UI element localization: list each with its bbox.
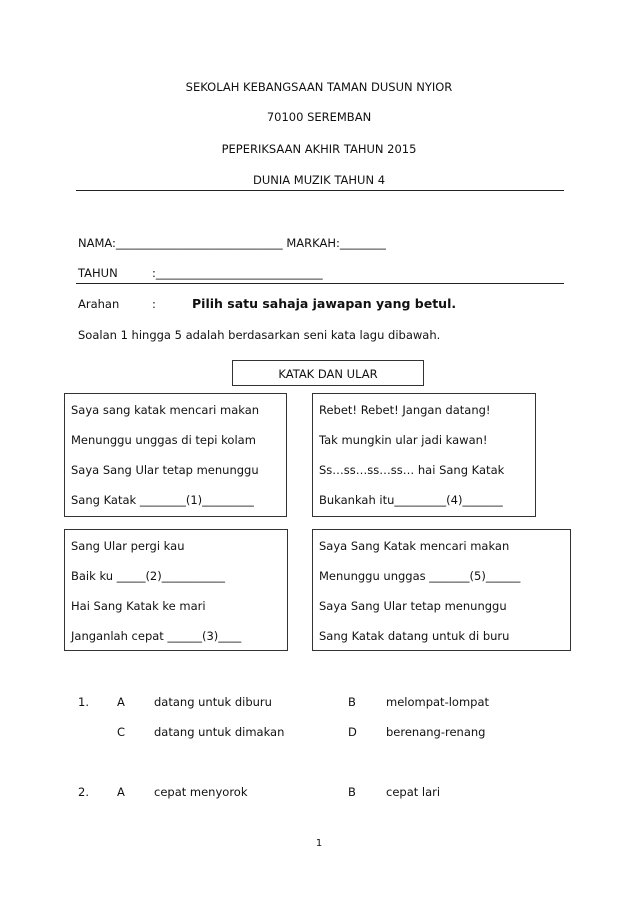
page-number: 1 (315, 838, 323, 849)
year-label: TAHUN (78, 266, 118, 280)
verse-line: Janganlah cepat ______(3)____ (71, 629, 242, 643)
option-text[interactable]: datang untuk diburu (154, 695, 272, 709)
verse-line: Sang Katak datang untuk di buru (319, 629, 510, 643)
option-text[interactable]: cepat lari (386, 785, 441, 799)
school-address: 70100 SEREMBAN (266, 110, 372, 124)
subject-title: DUNIA MUZIK TAHUN 4 (252, 173, 386, 187)
instruction-label: Arahan (78, 297, 120, 311)
option-text[interactable]: datang untuk dimakan (154, 725, 285, 739)
option-text[interactable]: melompat-lompat (386, 695, 490, 709)
verse-line: Saya Sang Ular tetap menunggu (319, 599, 507, 613)
verse-line: Tak mungkin ular jadi kawan! (319, 433, 488, 447)
verse-box-4 (312, 393, 536, 517)
verse-line: Saya Sang Katak mencari makan (319, 539, 510, 553)
verse-line: Ss…ss…ss…ss… hai Sang Katak (319, 463, 505, 477)
question-number: 2. (78, 785, 89, 799)
verse-line: Baik ku _____(2)___________ (71, 569, 225, 583)
verse-line: Sang Katak ________(1)_________ (71, 493, 254, 507)
song-title-box (232, 360, 424, 386)
info-divider (76, 283, 564, 284)
verse-line: Bukankah itu_________(4)_______ (319, 493, 503, 507)
instruction-note: Soalan 1 hingga 5 adalah berdasarkan seni kata lagu dibawah. (78, 328, 441, 342)
option-text[interactable]: cepat menyorok (154, 785, 248, 799)
verse-line: Saya sang katak mencari makan (71, 403, 260, 417)
verse-line: Saya Sang Ular tetap menunggu (71, 463, 259, 477)
school-name: SEKOLAH KEBANGSAAN TAMAN DUSUN NYIOR (185, 80, 453, 94)
verse-box-5 (312, 529, 571, 651)
verse-line: Hai Sang Katak ke mari (71, 599, 206, 613)
song-title: KATAK DAN ULAR (278, 367, 378, 381)
option-letter: B (348, 785, 356, 799)
verse-line: Sang Ular pergi kau (71, 539, 185, 553)
verse-box-2 (64, 529, 288, 651)
option-letter: A (117, 785, 125, 799)
option-text[interactable]: berenang-renang (386, 725, 486, 739)
option-letter: A (117, 695, 125, 709)
name-marks-field[interactable]: NAMA:_____________________________ MARKAH:________ (78, 236, 386, 250)
instruction-colon: : (152, 297, 156, 311)
option-letter: D (348, 725, 357, 739)
year-field[interactable]: :_____________________________ (152, 266, 323, 280)
verse-box-1 (64, 393, 287, 517)
option-letter: C (117, 725, 126, 739)
exam-title: PEPERIKSAAN AKHIR TAHUN 2015 (221, 142, 417, 156)
verse-line: Menunggu unggas di tepi kolam (71, 433, 256, 447)
option-letter: B (348, 695, 356, 709)
instruction-text: Pilih satu sahaja jawapan yang betul. (192, 296, 457, 311)
verse-line: Rebet! Rebet! Jangan datang! (319, 403, 491, 417)
question-number: 1. (78, 695, 89, 709)
verse-line: Menunggu unggas _______(5)______ (319, 569, 521, 583)
header-divider (76, 190, 564, 191)
